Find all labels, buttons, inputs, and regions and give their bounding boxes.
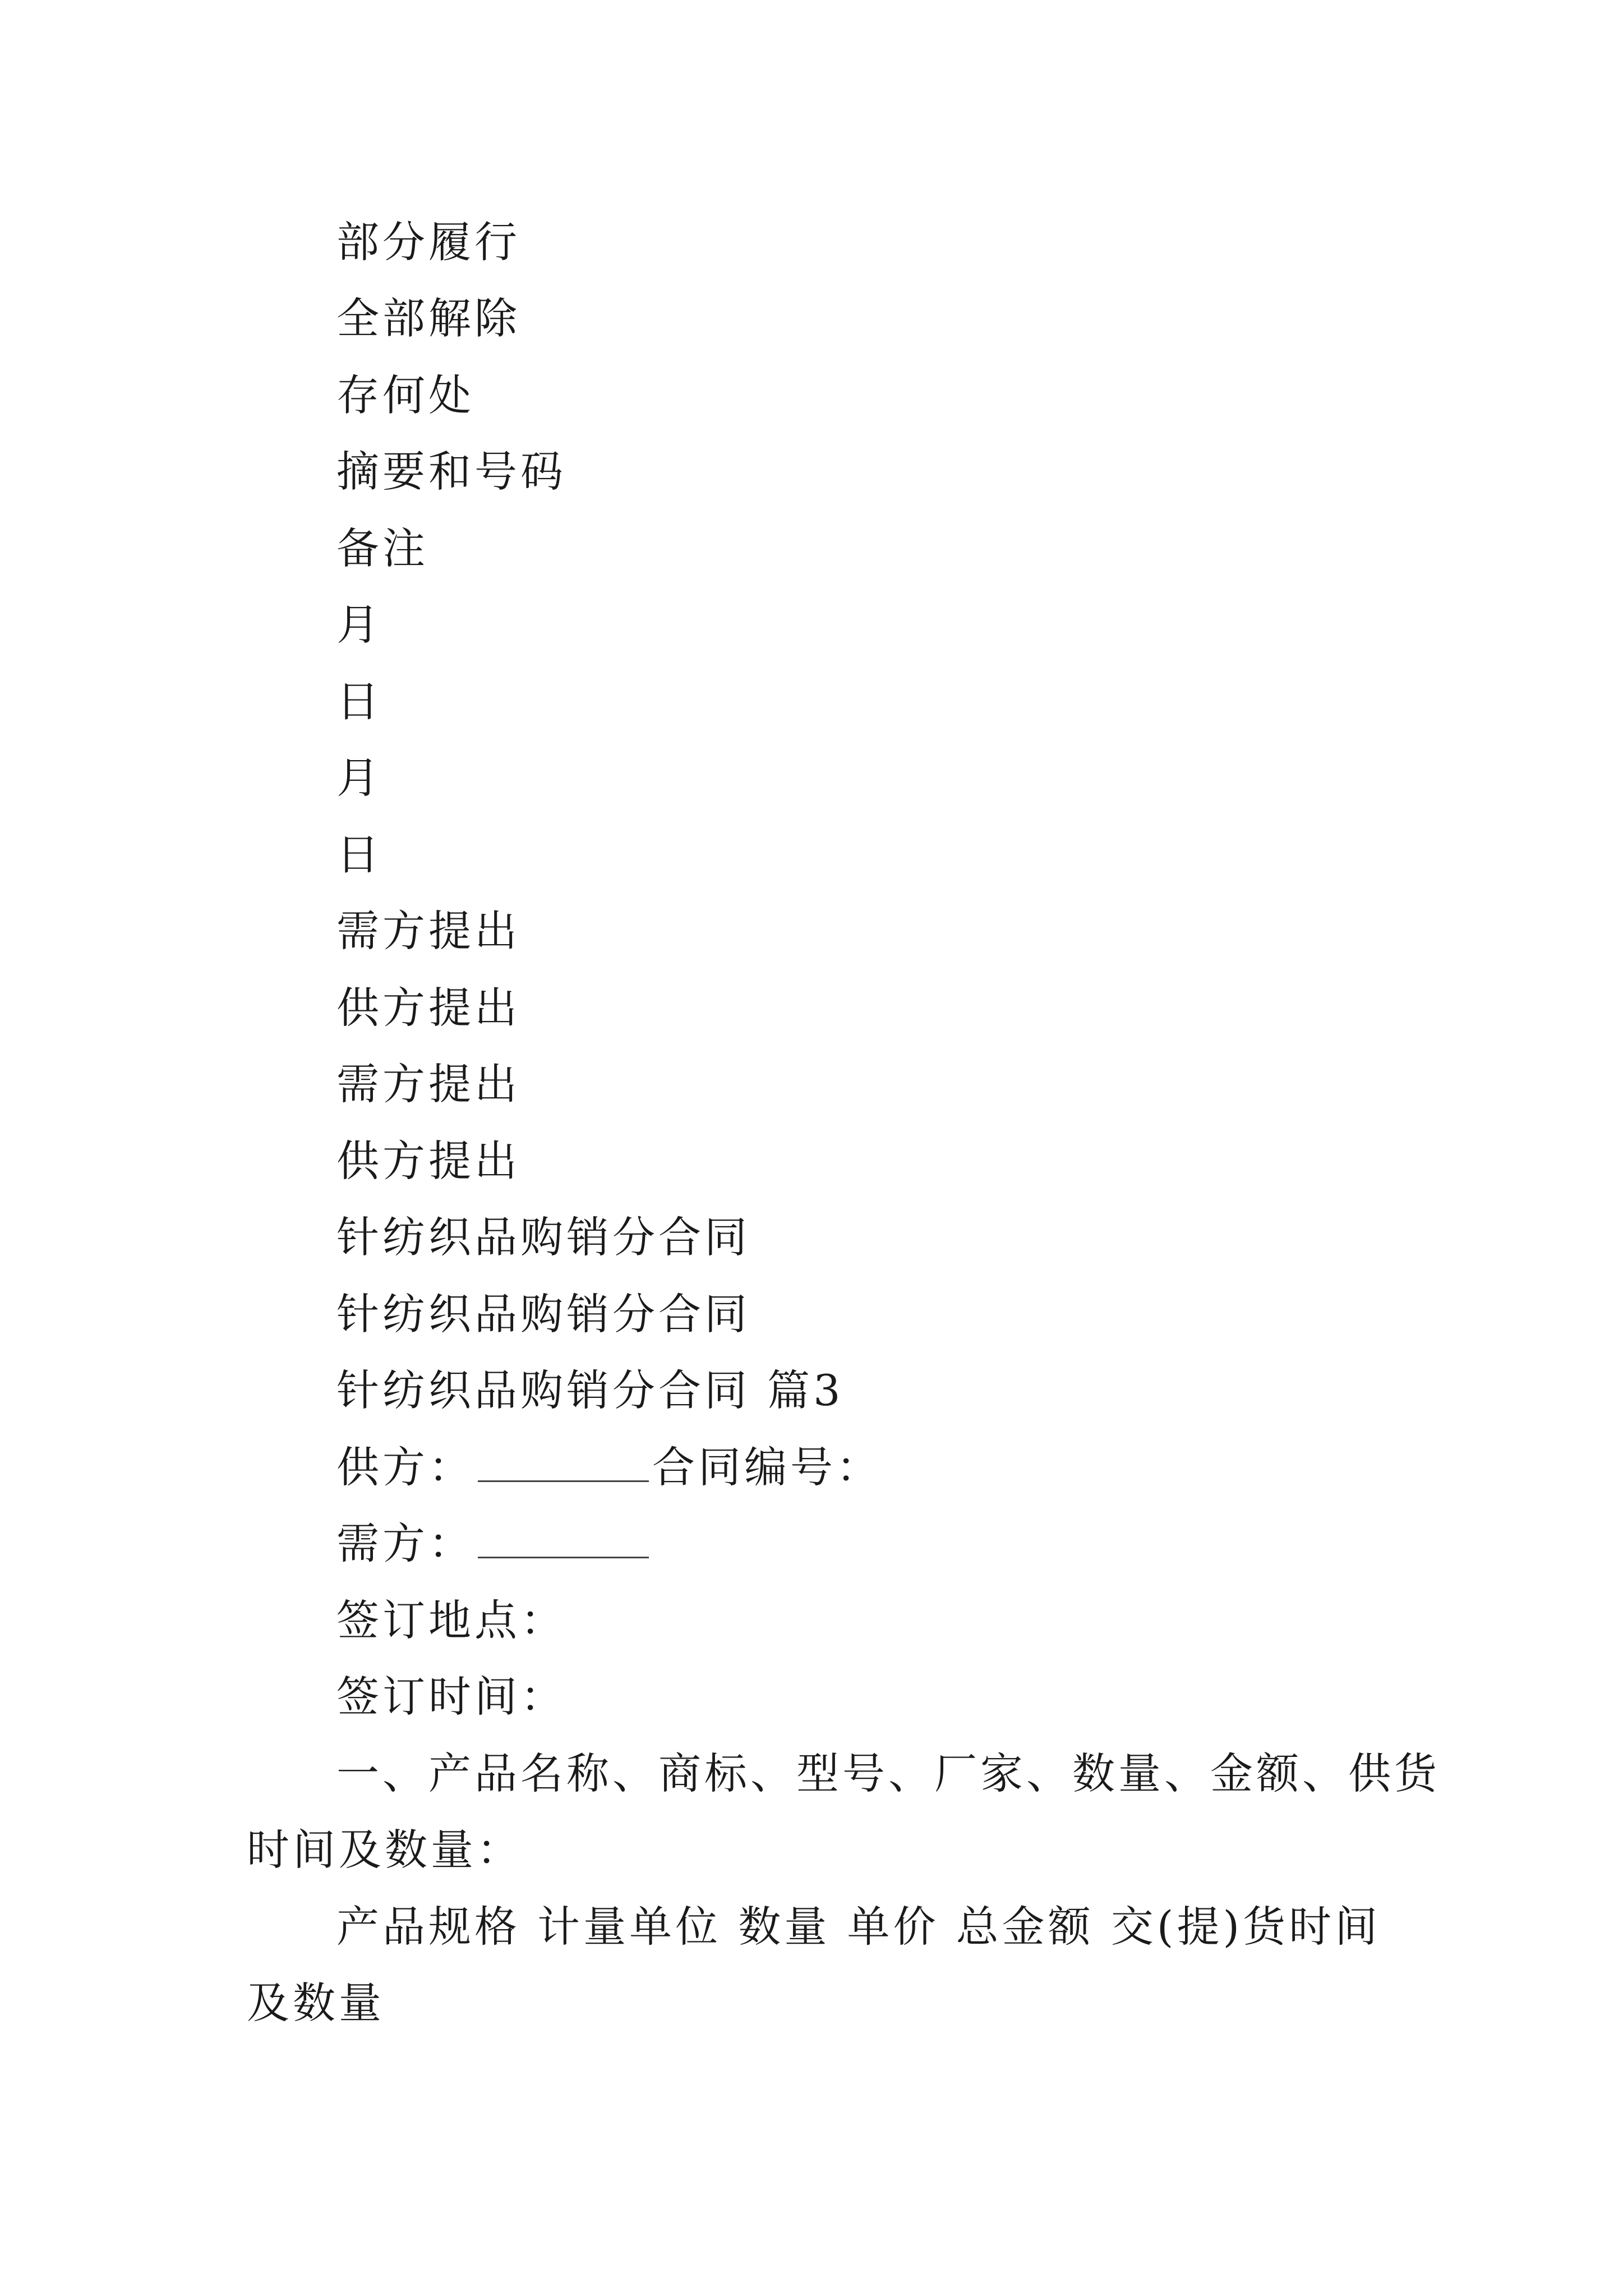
section1-line1: 一、产品名称、商标、型号、厂家、数量、金额、供货 [336,1749,1440,1798]
buyer-blank-field [478,1517,649,1558]
supplier-label: 供方： [336,1442,474,1492]
sign-time-line: 签订时间： [336,1672,566,1722]
sign-place-line: 签订地点： [336,1595,566,1645]
contract-no-label: 合同编号： [652,1442,882,1492]
buyer-line [336,1516,652,1572]
text-line: 供方提出 [336,1136,520,1186]
text-line: 日 [336,830,382,880]
supplier-blank-field [478,1441,649,1482]
text-line: 摘要和号码 [336,447,566,496]
section-heading: 针纺织品购销分合同 篇3 [336,1365,844,1415]
section1-line2: 时间及数量： [247,1825,523,1875]
text-line: 供方提出 [336,983,520,1033]
text-line: 全部解除 [336,293,520,343]
text-line: 需方提出 [336,1059,520,1109]
text-line: 存何处 [336,370,474,420]
supplier-line [336,1439,882,1496]
text-line: 针纺织品购销分合同 [336,1212,750,1262]
text-line: 针纺织品购销分合同 [336,1289,750,1339]
text-line: 备注 [336,523,428,573]
table-header-line2: 及数量 [247,1978,385,2028]
buyer-label: 需方： [336,1519,474,1568]
text-line: 月 [336,753,382,803]
table-header-line1: 产品规格 计量单位 数量 单价 总金额 交(提)货时间 [336,1902,1381,1952]
text-line: 日 [336,677,382,726]
text-line: 部分履行 [336,217,520,267]
text-line: 月 [336,600,382,650]
text-line: 需方提出 [336,906,520,956]
